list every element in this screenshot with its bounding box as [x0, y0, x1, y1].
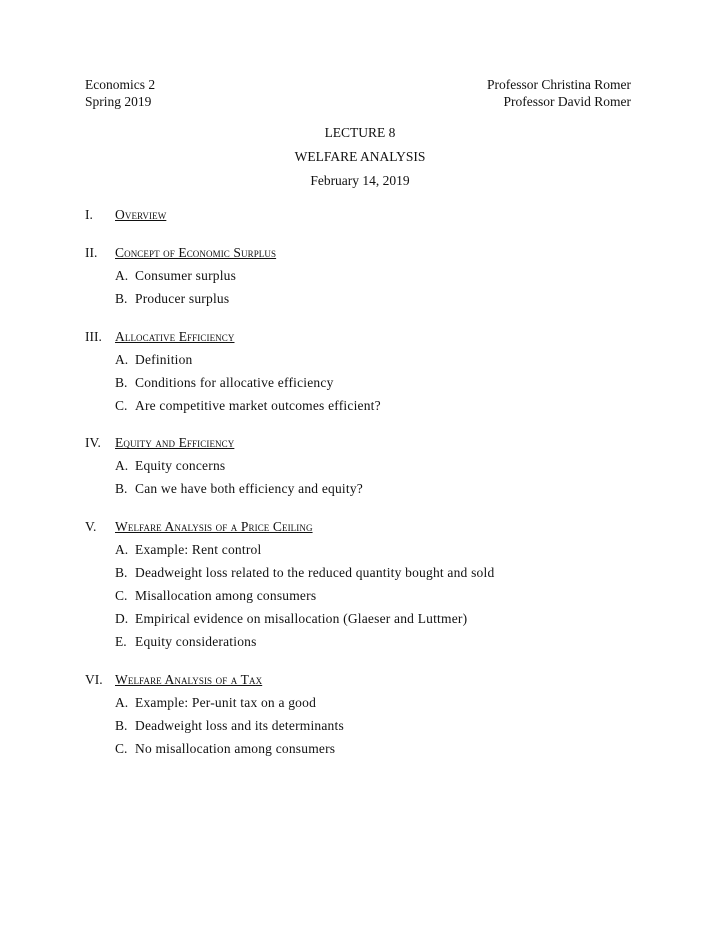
section-items: [85, 268, 645, 314]
outline-item: [85, 588, 645, 611]
outline-section: [85, 207, 645, 225]
item-letter: B.: [115, 565, 128, 580]
item-text: Can we have both efficiency and equity?: [135, 481, 363, 496]
section-heading: [85, 329, 645, 347]
lecture-date: February 14, 2019: [310, 173, 410, 188]
item-text: Definition: [135, 352, 193, 367]
item-text: Producer surplus: [135, 291, 230, 306]
item-letter: A.: [115, 352, 129, 367]
item-text: No misallocation among consumers: [135, 741, 336, 756]
outline-section: [85, 245, 645, 314]
outline-section: [85, 519, 645, 657]
section-heading: [85, 519, 645, 537]
header-row-1: [85, 77, 631, 93]
section-title: Concept of Economic Surplus: [115, 245, 277, 260]
item-text: Empirical evidence on misallocation (Glaeser and Luttmer): [135, 611, 468, 626]
outline-item: [85, 375, 645, 398]
section-heading: [85, 245, 645, 263]
outline-item: [85, 741, 645, 764]
outline-item: [85, 458, 645, 481]
outline-item: [85, 291, 645, 314]
item-letter: A.: [115, 695, 129, 710]
item-letter: B.: [115, 481, 128, 496]
professor-1: Professor Christina Romer: [487, 77, 631, 92]
item-letter: B.: [115, 375, 128, 390]
outline-item: [85, 718, 645, 741]
section-numeral: I.: [85, 207, 93, 222]
item-text: Equity considerations: [135, 634, 257, 649]
course-name: Economics 2: [85, 77, 156, 92]
outline-item: [85, 565, 645, 588]
item-letter: B.: [115, 718, 128, 733]
outline-item: [85, 268, 645, 291]
outline-section: [85, 329, 645, 421]
section-title: Allocative Efficiency: [115, 329, 235, 344]
item-letter: A.: [115, 268, 129, 283]
section-title: Equity and Efficiency: [115, 435, 235, 450]
outline-section: [85, 672, 645, 764]
outline-item: [85, 634, 645, 657]
section-title: Welfare Analysis of a Price Ceiling: [115, 519, 313, 534]
section-numeral: II.: [85, 245, 98, 260]
lecture-topic: WELFARE ANALYSIS: [294, 149, 426, 164]
item-text: Misallocation among consumers: [135, 588, 317, 603]
item-letter: D.: [115, 611, 129, 626]
section-heading: [85, 435, 645, 453]
section-heading: [85, 672, 645, 690]
item-text: Deadweight loss related to the reduced quantity bought and sold: [135, 565, 495, 580]
header-row-2: [85, 94, 631, 110]
section-heading: [85, 207, 645, 225]
item-letter: A.: [115, 458, 129, 473]
item-text: Example: Rent control: [135, 542, 262, 557]
section-numeral: VI.: [85, 672, 103, 687]
item-letter: C.: [115, 741, 128, 756]
item-text: Deadweight loss and its determinants: [135, 718, 344, 733]
item-letter: C.: [115, 398, 128, 413]
lecture-number: LECTURE 8: [324, 125, 396, 140]
outline-item: [85, 542, 645, 565]
outline-item: [85, 352, 645, 375]
section-numeral: III.: [85, 329, 102, 344]
item-text: Are competitive market outcomes efficient?: [135, 398, 381, 413]
item-letter: C.: [115, 588, 128, 603]
term: Spring 2019: [85, 94, 152, 109]
item-text: Consumer surplus: [135, 268, 237, 283]
section-items: [85, 695, 645, 764]
item-text: Equity concerns: [135, 458, 226, 473]
section-numeral: V.: [85, 519, 97, 534]
item-text: Example: Per-unit tax on a good: [135, 695, 317, 710]
section-items: [85, 352, 645, 421]
section-items: [85, 458, 645, 504]
outline-section: [85, 435, 645, 504]
outline-item: [85, 398, 645, 421]
outline-item: [85, 611, 645, 634]
outline-item: [85, 481, 645, 504]
item-text: Conditions for allocative efficiency: [135, 375, 334, 390]
section-title: Overview: [115, 207, 167, 222]
section-title: Welfare Analysis of a Tax: [115, 672, 263, 687]
item-letter: B.: [115, 291, 128, 306]
professor-2: Professor David Romer: [503, 94, 631, 109]
section-items: [85, 542, 645, 657]
item-letter: E.: [115, 634, 127, 649]
item-letter: A.: [115, 542, 129, 557]
section-numeral: IV.: [85, 435, 101, 450]
outline-item: [85, 695, 645, 718]
